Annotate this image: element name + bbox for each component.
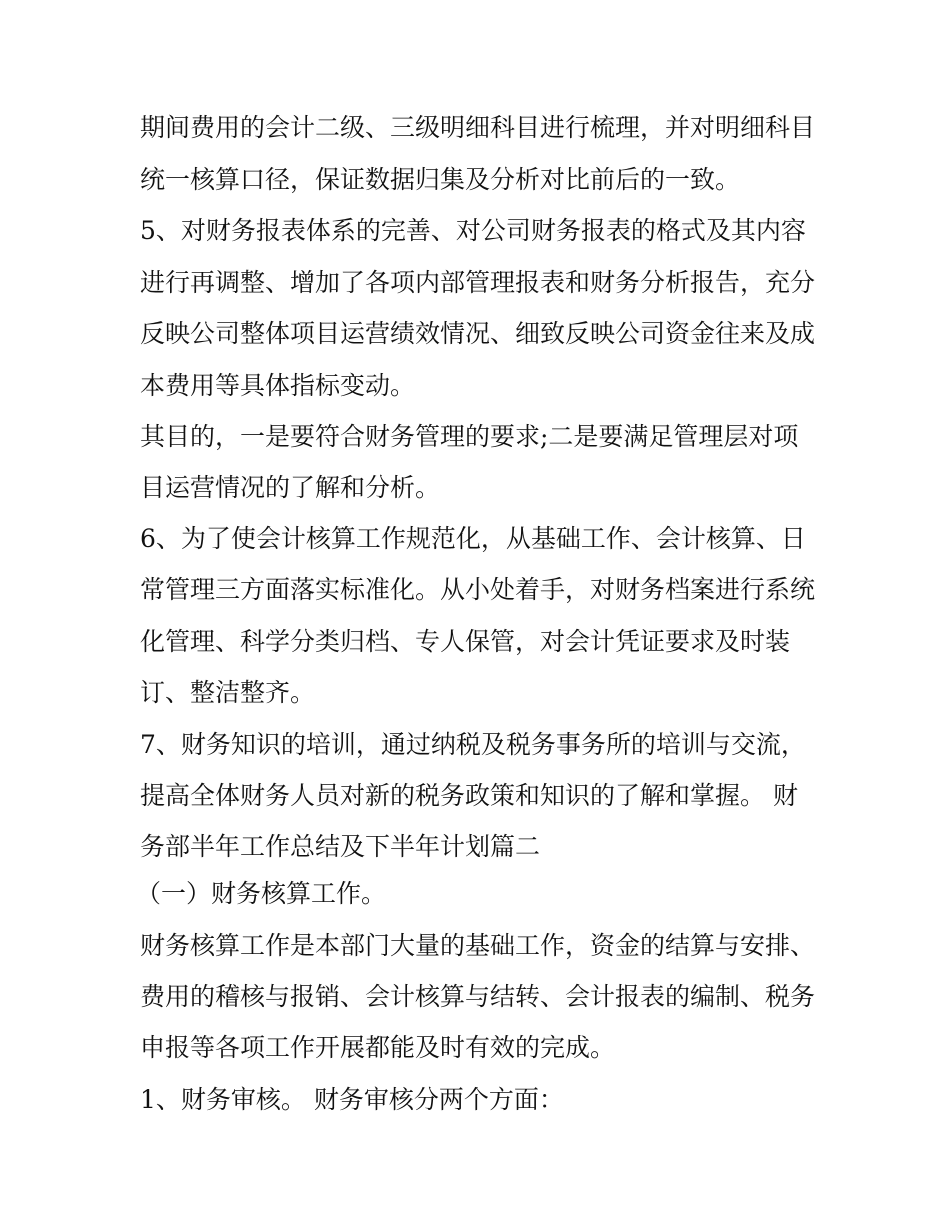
text-line: 订、整洁整齐。 (140, 678, 316, 707)
text-line: 其目的，一是要符合财务管理的要求;二是要满足管理层对项 (140, 422, 799, 451)
text-line: 反映公司整体项目运营绩效情况、细致反映公司资金往来及成 (140, 319, 816, 348)
text-line: 1、财务审核。 财务审核分两个方面： (140, 1085, 564, 1114)
text-line: 财务核算工作是本部门大量的基础工作，资金的结算与安排、 (140, 931, 816, 960)
section-heading: （一）财务核算工作。 (136, 879, 387, 908)
text-line: 期间费用的会计二级、三级明细科目进行梳理，并对明细科目 (140, 113, 816, 142)
text-line: 7、财务知识的培训，通过纳税及税务事务所的培训与交流， (140, 730, 806, 759)
text-line: 费用的稽核与报销、会计核算与结转、会计报表的编制、税务 (140, 982, 816, 1011)
text-line: 本费用等具体指标变动。 (140, 371, 416, 400)
text-line: 申报等各项工作开展都能及时有效的完成。 (140, 1033, 616, 1062)
text-line: 化管理、科学分类归档、专人保管，对会计凭证要求及时装 (140, 627, 791, 656)
text-line: 常管理三方面落实标准化。从小处着手，对财务档案进行系统 (140, 575, 816, 604)
text-line: 6、为了使会计核算工作规范化，从基础工作、会计核算、日 (140, 524, 806, 553)
text-line: 目运营情况的了解和分析。 (140, 473, 441, 502)
text-line: 提高全体财务人员对新的税务政策和知识的了解和掌握。 财 (140, 781, 798, 810)
text-line: 务部半年工作总结及下半年计划篇二 (140, 832, 541, 861)
text-line: 进行再调整、增加了各项内部管理报表和财务分析报告，充分 (140, 268, 816, 297)
text-line: 统一核算口径，保证数据归集及分析对比前后的一致。 (140, 165, 741, 194)
text-line: 5、对财务报表体系的完善、对公司财务报表的格式及其内容 (140, 216, 806, 245)
